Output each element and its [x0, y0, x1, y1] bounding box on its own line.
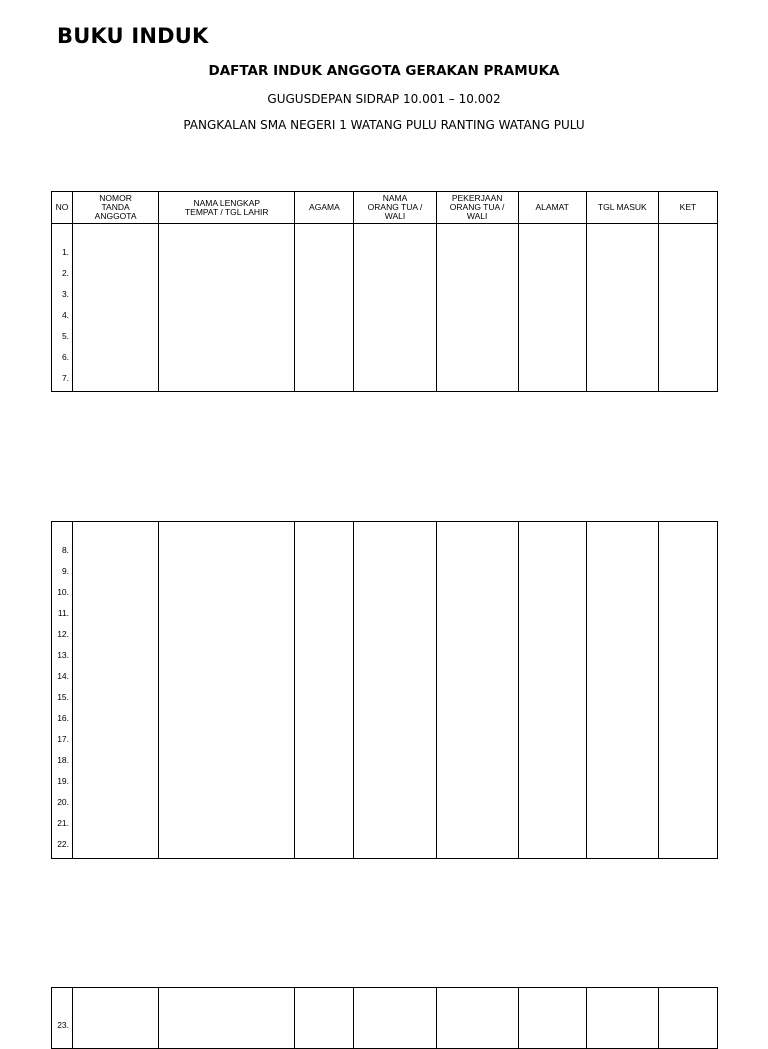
header-nama-orang-tua: NAMA ORANG TUA / WALI	[354, 192, 436, 224]
row-number: 23.	[57, 1020, 70, 1030]
ket-cell	[658, 988, 717, 1049]
nama-cell	[159, 224, 295, 392]
row-number: 2.	[61, 267, 70, 278]
no-column-cell	[52, 224, 73, 392]
alamat-cell	[518, 224, 586, 392]
member-table-section-1	[51, 191, 718, 392]
ortu-cell	[354, 224, 436, 392]
no-column-cell	[52, 522, 73, 859]
row-number: 7.	[61, 372, 70, 383]
header-agama: AGAMA	[295, 192, 354, 224]
pekerjaan-cell	[436, 522, 518, 859]
row-number: 21.	[57, 818, 70, 828]
ortu-cell	[354, 988, 436, 1049]
row-number: 19.	[57, 776, 70, 786]
row-number: 14.	[57, 671, 70, 681]
agama-cell	[295, 988, 354, 1049]
pekerjaan-cell	[436, 224, 518, 392]
ket-cell	[658, 224, 717, 392]
tgl-masuk-cell	[586, 224, 658, 392]
nama-cell	[159, 522, 295, 859]
row-number: 15.	[57, 692, 70, 702]
header-nama-lengkap: NAMA LENGKAP TEMPAT / TGL LAHIR	[159, 192, 295, 224]
table-row	[52, 988, 718, 1049]
nomor-cell	[73, 224, 159, 392]
row-number: 1.	[61, 246, 70, 257]
header-no: NO	[52, 192, 73, 224]
row-number: 22.	[57, 839, 70, 849]
row-number: 10.	[57, 587, 70, 597]
row-number-list	[52, 525, 72, 855]
row-number: 9.	[61, 566, 70, 576]
row-number: 5.	[61, 330, 70, 341]
nomor-cell	[73, 522, 159, 859]
ket-cell	[658, 522, 717, 859]
header-tgl-masuk: TGL MASUK	[586, 192, 658, 224]
nomor-cell	[73, 988, 159, 1049]
row-number-list	[52, 227, 72, 389]
tgl-masuk-cell	[586, 522, 658, 859]
ortu-cell	[354, 522, 436, 859]
row-number: 6.	[61, 351, 70, 362]
member-table-section-3	[51, 987, 718, 1049]
header-nomor-tanda-anggota: NOMOR TANDA ANGGOTA	[73, 192, 159, 224]
row-number: 13.	[57, 650, 70, 660]
row-number: 8.	[61, 545, 70, 555]
pangkalan-line: PANGKALAN SMA NEGERI 1 WATANG PULU RANTING WATANG PULU	[183, 118, 585, 132]
pekerjaan-cell	[436, 988, 518, 1049]
row-number: 11.	[57, 608, 70, 618]
tgl-masuk-cell	[586, 988, 658, 1049]
header-pekerjaan-orang-tua: PEKERJAAN ORANG TUA / WALI	[436, 192, 518, 224]
row-number: 18.	[57, 755, 70, 765]
row-number: 3.	[61, 288, 70, 299]
gugusdepan-line: GUGUSDEPAN SIDRAP 10.001 – 10.002	[267, 92, 501, 106]
row-number: 20.	[57, 797, 70, 807]
agama-cell	[295, 522, 354, 859]
row-number: 12.	[57, 629, 70, 639]
no-column-cell	[52, 988, 73, 1049]
row-number-list	[52, 1000, 72, 1036]
alamat-cell	[518, 522, 586, 859]
row-number: 17.	[57, 734, 70, 744]
nama-cell	[159, 988, 295, 1049]
page-title: BUKU INDUK	[57, 24, 209, 48]
agama-cell	[295, 224, 354, 392]
row-number: 4.	[61, 309, 70, 320]
alamat-cell	[518, 988, 586, 1049]
document-subtitle: DAFTAR INDUK ANGGOTA GERAKAN PRAMUKA	[208, 63, 560, 79]
table-header-row	[52, 192, 718, 224]
member-table-section-2	[51, 521, 718, 859]
table-row	[52, 224, 718, 392]
header-alamat: ALAMAT	[518, 192, 586, 224]
table-row	[52, 522, 718, 859]
row-number: 16.	[57, 713, 70, 723]
header-ket: KET	[658, 192, 717, 224]
